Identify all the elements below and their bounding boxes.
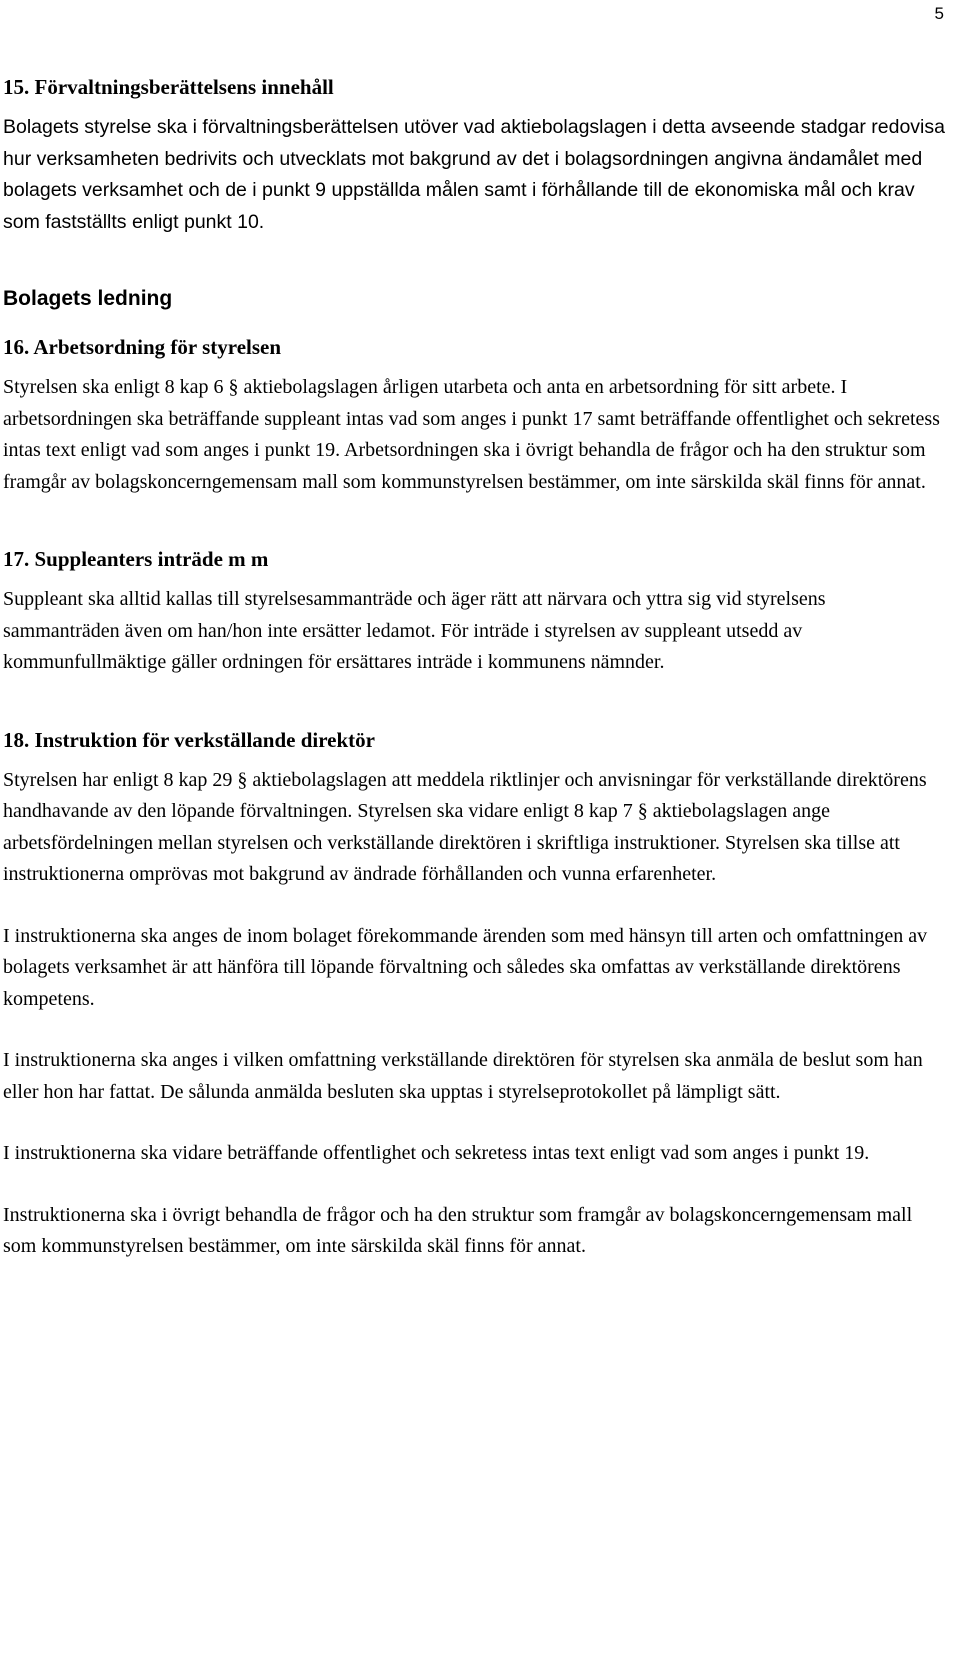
- section-17-heading: 17. Suppleanters inträde m m: [3, 547, 269, 571]
- section-18-paragraph: I instruktionerna ska vidare beträffande offentlighet och sekretess intas text enligt vad som anges i punkt 19.: [3, 1142, 870, 1164]
- section-16-heading: 16. Arbetsordning för styrelsen: [3, 335, 282, 359]
- document-body: [3, 74, 947, 1263]
- section-18: [3, 727, 947, 1263]
- section-18-heading: 18. Instruktion för verkställande direktör: [3, 727, 375, 752]
- section-15-paragraph: Bolagets styrelse ska i förvaltningsberättelsen utöver vad aktiebolagslagen i detta avseende stadgar redovisa hur verksamheten bedrivits och utvecklats mot bakgrund av det i bolagsordningen angivna ändamålet med bolagets verksamhet och de i punkt 9 uppställda målen samt i förhållande till de ekonomiska mål och krav som fastställts enligt punkt 10.: [3, 116, 945, 233]
- group-heading-bolagets-ledning: Bolagets ledning: [3, 287, 173, 310]
- page-number: 5: [934, 4, 944, 23]
- section-18-paragraph: Instruktionerna ska i övrigt behandla de frågor och ha den struktur som framgår av bolagskoncerngemensam mall som kommunstyrelsen bestämmer, om inte särskilda skäl finns för annat.: [3, 1203, 913, 1257]
- section-15-heading: 15. Förvaltningsberättelsens innehåll: [3, 75, 334, 99]
- section-15: [3, 74, 947, 238]
- section-18-paragraph: I instruktionerna ska anges i vilken omfattning verkställande direktören för styrelsen ska anmäla de beslut som han eller hon har fattat. De sålunda anmälda besluten ska upptas i styrelseprotokollet på lämpligt sätt.: [3, 1049, 923, 1103]
- section-17: [3, 546, 947, 679]
- section-18-paragraph: I instruktionerna ska anges de inom bolaget förekommande ärenden som med hänsyn till arten och omfattningen av bolagets verksamhet är att hänföra till löpande förvaltning och således ska omfattas av verkställande direktörens kompetens.: [3, 924, 928, 1010]
- section-18-paragraph: Styrelsen har enligt 8 kap 29 § aktiebolagslagen att meddela riktlinjer och anvisningar för verkställande direktörens handhavande av den löpande förvaltningen. Styrelsen ska vidare enligt 8 kap 7 § aktiebolagslagen ange arbetsfördelningen mellan styrelsen och verkställande direktören i skriftliga instruktioner. Styrelsen ska tillse att instruktionerna omprövas mot bakgrund av ändrade förhållanden och vunna erfarenheter.: [3, 768, 927, 885]
- section-16-paragraph: Styrelsen ska enligt 8 kap 6 § aktiebolagslagen årligen utarbeta och anta en arbetsordning för sitt arbete. I arbetsordningen ska beträffande suppleant intas vad som anges i punkt 17 samt beträffande offentlighet och sekretess intas text enligt vad som anges i punkt 19. Arbetsordningen ska i övrigt behandla de frågor och ha den struktur som framgår av bolagskoncerngemensam mall som kommunstyrelsen bestämmer, om inte särskilda skäl finns för annat.: [3, 376, 940, 493]
- section-17-paragraph: Suppleant ska alltid kallas till styrelsesammanträde och äger rätt att närvara och yttra sig vid styrelsens sammanträden även om han/hon inte ersätter ledamot. För inträde i styrelsen av suppleant utsedd av kommunfullmäktige gäller ordningen för ersättares inträde i kommunens nämnder.: [3, 588, 826, 673]
- section-16: [3, 334, 947, 498]
